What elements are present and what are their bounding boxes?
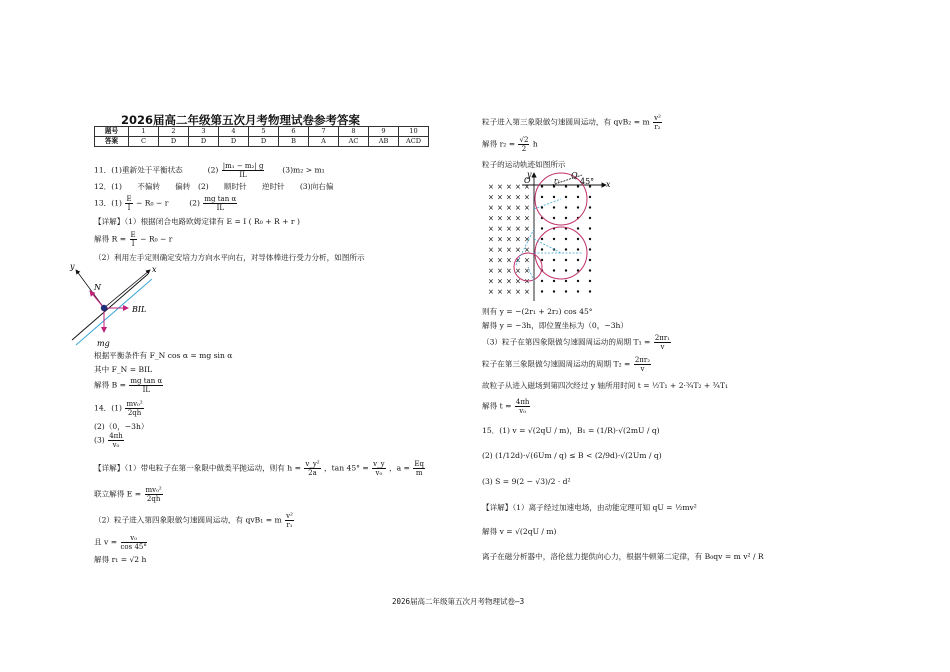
field-dot-mark <box>577 248 579 250</box>
field-cross-mark: × <box>524 235 530 244</box>
field-dot-mark <box>589 217 591 219</box>
field-dot-mark <box>565 290 567 292</box>
table-cell: D <box>159 137 189 147</box>
trajectory-diagram <box>482 169 617 303</box>
field-dot-mark <box>553 290 555 292</box>
field-cross-mark: × <box>524 193 530 202</box>
field-cross-mark: × <box>515 235 521 244</box>
field-dot-mark <box>565 217 567 219</box>
fraction: $\frac{\text{2πr₂}}{v}$ <box>634 356 651 373</box>
page-footer: 2026届高二年级第五次月考物理试卷—3 <box>392 597 525 606</box>
table-cell: 2 <box>159 127 189 137</box>
detail-14-5: 解得 r₁ = √2 h <box>94 555 147 564</box>
magnetic-field-in-marks <box>488 183 530 296</box>
table-cell: ACD <box>399 137 429 147</box>
rod-cross-section <box>101 305 107 311</box>
fraction: $\frac{E}{I}$ <box>126 195 132 212</box>
fraction: $\frac{4\pi h}{\text{v₀}}$ <box>515 398 530 415</box>
field-cross-mark: × <box>497 267 503 275</box>
field-cross-mark: × <box>488 246 494 254</box>
field-dot-mark <box>589 248 591 250</box>
q11-text: 11．(1)重新处于平衡状态 <box>94 165 183 175</box>
field-cross-mark: × <box>524 214 530 223</box>
table-cell: AC <box>339 137 369 147</box>
table-cell: 9 <box>369 127 399 137</box>
field-dot-mark <box>541 248 543 250</box>
n-label: N <box>94 283 101 292</box>
field-dot-mark <box>589 290 591 292</box>
table-cell: C <box>129 137 159 147</box>
field-cross-mark: × <box>515 225 521 233</box>
table-cell: 1 <box>129 127 159 137</box>
detail-14-1: 【详解】（1）带电粒子在第一象限中做类平抛运动，则有 h = $\frac{\text{v\_y²}}{2a}$ ，tan 45° = $\frac{v\_y}{\text{v₀}}$ ，a = $\frac{Eq}{m}$ <box>94 460 424 477</box>
field-cross-mark: × <box>506 267 512 275</box>
field-cross-mark: × <box>497 288 503 296</box>
right-line-1: 粒子进入第三象限做匀速圆周运动，有 qvB₂ = m $\frac{\text{v²}}{\text{r₂}}$ <box>482 114 661 131</box>
table-cell: AB <box>369 137 399 147</box>
field-cross-mark: × <box>488 256 494 265</box>
field-cross-mark: × <box>497 246 503 254</box>
field-cross-mark: × <box>506 214 512 223</box>
right-line-4: 则有 y = −(2r₁ + 2r₂) cos 45° <box>482 307 593 316</box>
fraction: $\frac{\text{mg tan α}}{IL}$ <box>204 195 237 212</box>
field-cross-mark: × <box>524 267 530 275</box>
field-dot-mark <box>553 206 555 208</box>
field-cross-mark: × <box>515 214 521 223</box>
field-dot-mark <box>541 259 543 261</box>
field-dot-mark <box>553 280 555 282</box>
field-cross-mark: × <box>515 267 521 275</box>
fraction: $\frac{Eq}{m}$ <box>414 460 424 477</box>
field-cross-mark: × <box>506 246 512 254</box>
field-cross-mark: × <box>497 204 503 212</box>
field-cross-mark: × <box>506 277 512 286</box>
detail-15-3: 离子在磁分析器中，洛伦兹力提供向心力，根据牛顿第二定律，有 B₀qv = m v² / R <box>482 552 764 561</box>
right-line-7: 粒子在第三象限做匀速圆周运动的周期 T₂ = $\frac{\text{2πr₂}}{v}$ <box>482 356 651 373</box>
field-cross-mark: × <box>488 183 494 191</box>
normal-force-arrow <box>90 291 104 308</box>
field-cross-mark: × <box>515 193 521 202</box>
table-cell: 3 <box>189 127 219 137</box>
field-cross-mark: × <box>506 183 512 191</box>
detail-15-2: 解得 v = √(2qU / m) <box>482 527 557 536</box>
field-cross-mark: × <box>497 214 503 223</box>
right-line-9: 解得 t = $\frac{4\pi h}{\text{v₀}}$ <box>482 398 530 415</box>
field-cross-mark: × <box>515 256 521 265</box>
table-cell: 7 <box>309 127 339 137</box>
field-dot-mark <box>553 238 555 240</box>
field-dot-mark <box>577 185 579 187</box>
field-cross-mark: × <box>488 288 494 296</box>
force-diagram <box>68 260 178 352</box>
fraction: $\frac{\text{v²}}{\text{r₂}}$ <box>654 114 661 131</box>
detail-14-4: 且 v = $\frac{\text{v₀}}{\cos 45^\circ}$ <box>94 534 147 551</box>
field-dot-mark <box>577 280 579 282</box>
field-cross-mark: × <box>515 277 521 286</box>
field-dot-mark <box>565 280 567 282</box>
field-cross-mark: × <box>524 288 530 296</box>
field-cross-mark: × <box>488 225 494 233</box>
field-cross-mark: × <box>515 204 521 212</box>
q11-part3: (3)m₂ > m₁ <box>282 165 325 175</box>
q14-part1: 14．(1) $\frac{\text{mv₀²}}{2qh}$ <box>94 400 143 417</box>
table-header-cell: 答案 <box>95 137 129 147</box>
field-cross-mark: × <box>497 277 503 286</box>
field-dot-mark <box>589 238 591 240</box>
right-line-2: 解得 r₂ = $\frac{√2}{2}$ h <box>482 136 538 153</box>
fraction: $\frac{\text{mv₀²}}{2qh}$ <box>126 400 143 417</box>
field-cross-mark: × <box>497 225 503 233</box>
right-line-6: （3）粒子在第四象限做匀速圆周运动的周期 T₁ = $\frac{\text{2πr₁}}{v}$ <box>482 334 671 351</box>
q-label: Q <box>571 171 578 180</box>
fraction: $\frac{\text{|m₁ − m₂| g}}{IL}$ <box>222 162 264 179</box>
x-axis-arrow <box>104 270 150 308</box>
table-cell: 4 <box>219 127 249 137</box>
origin-label: O <box>524 176 531 185</box>
field-cross-mark: × <box>488 267 494 275</box>
answer-table <box>94 126 429 147</box>
field-cross-mark: × <box>524 256 530 265</box>
field-dot-mark <box>565 238 567 240</box>
table-cell: 6 <box>279 127 309 137</box>
field-dot-mark <box>553 217 555 219</box>
table-cell: D <box>219 137 249 147</box>
right-line-8: 故粒子从进入磁场到第四次经过 y 轴所用时间 t = ½T₁ + 2·¾T₂ + ¾T₁ <box>482 381 729 390</box>
field-cross-mark: × <box>524 246 530 254</box>
field-dot-mark <box>565 269 567 271</box>
y-label: y <box>527 170 532 179</box>
fraction: $\frac{√2}{2}$ <box>519 136 529 153</box>
angle-label: 45° <box>580 177 595 186</box>
field-dot-mark <box>565 206 567 208</box>
field-cross-mark: × <box>497 183 503 191</box>
table-header-cell: 题号 <box>95 127 129 137</box>
detail-14-2: 联立解得 E = $\frac{\text{mv₀²}}{2qh}$ <box>94 486 162 503</box>
r1-label: r₁ <box>554 177 561 185</box>
field-dot-mark <box>553 196 555 198</box>
field-cross-mark: × <box>524 225 530 233</box>
detail-13-6: 解得 B = $\frac{\text{mg tan α}}{IL}$ <box>94 377 163 394</box>
detail-14-3: （2）粒子进入第四象限做匀速圆周运动，有 qvB₁ = m $\frac{\text{v²}}{\text{r₁}}$ <box>94 512 293 529</box>
field-dot-mark <box>589 206 591 208</box>
field-dot-mark <box>541 227 543 229</box>
q14-part3: (3) $\frac{4\pi h}{\text{v₀}}$ <box>94 432 123 449</box>
field-dot-mark <box>589 196 591 198</box>
fraction: $\frac{\text{mv₀²}}{2qh}$ <box>145 486 162 503</box>
field-cross-mark: × <box>506 288 512 296</box>
fraction: $\frac{\text{v²}}{\text{r₁}}$ <box>286 512 293 529</box>
detail-13-3: （2）利用左手定则确定安培力方向水平向右，对导体棒进行受力分析，如图所示 <box>94 253 365 262</box>
fraction: $\frac{\text{v₀}}{\cos 45^\circ}$ <box>120 534 147 551</box>
field-dot-mark <box>541 280 543 282</box>
field-cross-mark: × <box>506 193 512 202</box>
field-dot-mark <box>577 196 579 198</box>
field-cross-mark: × <box>488 235 494 244</box>
q11-part2-label: (2) <box>207 165 219 175</box>
field-cross-mark: × <box>515 183 521 191</box>
bil-label: BIL <box>132 305 147 314</box>
table-cell: 8 <box>339 127 369 137</box>
field-dot-mark <box>589 280 591 282</box>
field-dot-mark <box>541 196 543 198</box>
q14-part2: (2)（0，−3h） <box>94 422 149 431</box>
field-dot-mark <box>577 227 579 229</box>
q15-part2: (2) (1/12d)·√(6Um / q) ≤ B < (2/9d)·√(2Um / q) <box>482 451 662 460</box>
detail-15-1: 【详解】（1）离子经过加速电场，由动能定理可知 qU = ½mv² <box>482 503 697 512</box>
fraction: $\frac{\text{v\_y²}}{2a}$ <box>305 460 320 477</box>
field-dot-mark <box>541 238 543 240</box>
q12-line: 12．(1) 不偏转 偏转 (2) 顺时针 逆时针 (3)向右偏 <box>94 182 334 191</box>
field-cross-mark: × <box>515 288 521 296</box>
field-cross-mark: × <box>515 246 521 254</box>
table-row-answers <box>95 137 429 147</box>
field-cross-mark: × <box>497 193 503 202</box>
field-dot-mark <box>589 269 591 271</box>
field-dot-mark <box>553 269 555 271</box>
q15-part3: (3) S = 9(2 − √3)/2 · d² <box>482 477 571 486</box>
field-dot-mark <box>577 259 579 261</box>
page-title: 2026届高二年级第五次月考物理试卷参考答案 <box>121 113 361 127</box>
field-dot-mark <box>589 259 591 261</box>
table-cell: 10 <box>399 127 429 137</box>
x-label: x <box>152 265 157 274</box>
field-dot-mark <box>565 259 567 261</box>
field-cross-mark: × <box>524 204 530 212</box>
field-dot-mark <box>565 185 567 187</box>
detail-13-5: 其中 F_N = BIL <box>94 365 153 374</box>
field-dot-mark <box>577 238 579 240</box>
fraction: $\frac{E}{I}$ <box>130 231 136 248</box>
field-cross-mark: × <box>506 204 512 212</box>
field-dot-mark <box>577 206 579 208</box>
field-dot-mark <box>541 290 543 292</box>
field-cross-mark: × <box>524 183 530 191</box>
mg-label: mg <box>97 339 110 348</box>
fraction: $\frac{4\pi h}{\text{v₀}}$ <box>109 432 123 449</box>
field-dot-mark <box>565 248 567 250</box>
right-line-5: 解得 y = −3h，即位置坐标为（0，−3h） <box>482 321 629 330</box>
y-label: y <box>70 262 75 271</box>
field-cross-mark: × <box>497 256 503 265</box>
field-cross-mark: × <box>506 235 512 244</box>
detail-13-1: 【详解】（1）根据闭合电路欧姆定律有 E = I ( R₀ + R + r ) <box>94 217 300 226</box>
field-dot-mark <box>553 259 555 261</box>
magnetic-field-out-marks <box>541 185 591 292</box>
table-row-numbers <box>95 127 429 137</box>
field-cross-mark: × <box>497 235 503 244</box>
q11-line <box>94 162 325 179</box>
field-cross-mark: × <box>488 204 494 212</box>
field-cross-mark: × <box>506 256 512 265</box>
table-cell: A <box>309 137 339 147</box>
table-cell: 5 <box>249 127 279 137</box>
table-cell: D <box>249 137 279 147</box>
q13-line: 13．(1) $\frac{E}{I}$ − R₀ − r (2) $\frac{\text{mg tan α}}{IL}$ <box>94 195 237 212</box>
field-dot-mark <box>553 185 555 187</box>
fraction: $\frac{v\_y}{\text{v₀}}$ <box>373 460 385 477</box>
field-cross-mark: × <box>488 277 494 286</box>
detail-13-2: 解得 R = $\frac{E}{I}$ − R₀ − r <box>94 231 173 248</box>
field-cross-mark: × <box>488 214 494 223</box>
field-cross-mark: × <box>488 193 494 202</box>
field-dot-mark <box>541 185 543 187</box>
fraction: $\frac{\text{mg tan α}}{IL}$ <box>130 377 163 394</box>
field-dot-mark <box>589 227 591 229</box>
right-line-3: 粒子的运动轨迹如图所示 <box>482 160 566 169</box>
x-label: x <box>606 180 611 189</box>
table-cell: B <box>279 137 309 147</box>
field-cross-mark: × <box>506 225 512 233</box>
field-cross-mark: × <box>524 277 530 286</box>
field-dot-mark <box>577 290 579 292</box>
fraction: $\frac{\text{2πr₁}}{v}$ <box>654 334 671 351</box>
detail-13-4: 根据平衡条件有 F_N cos α = mg sin α <box>94 351 233 360</box>
q15-part1: 15．(1) v = √(2qU / m)，B₁ = (1/R)·√(2mU / q) <box>482 426 660 435</box>
table-cell: D <box>189 137 219 147</box>
field-dot-mark <box>565 196 567 198</box>
